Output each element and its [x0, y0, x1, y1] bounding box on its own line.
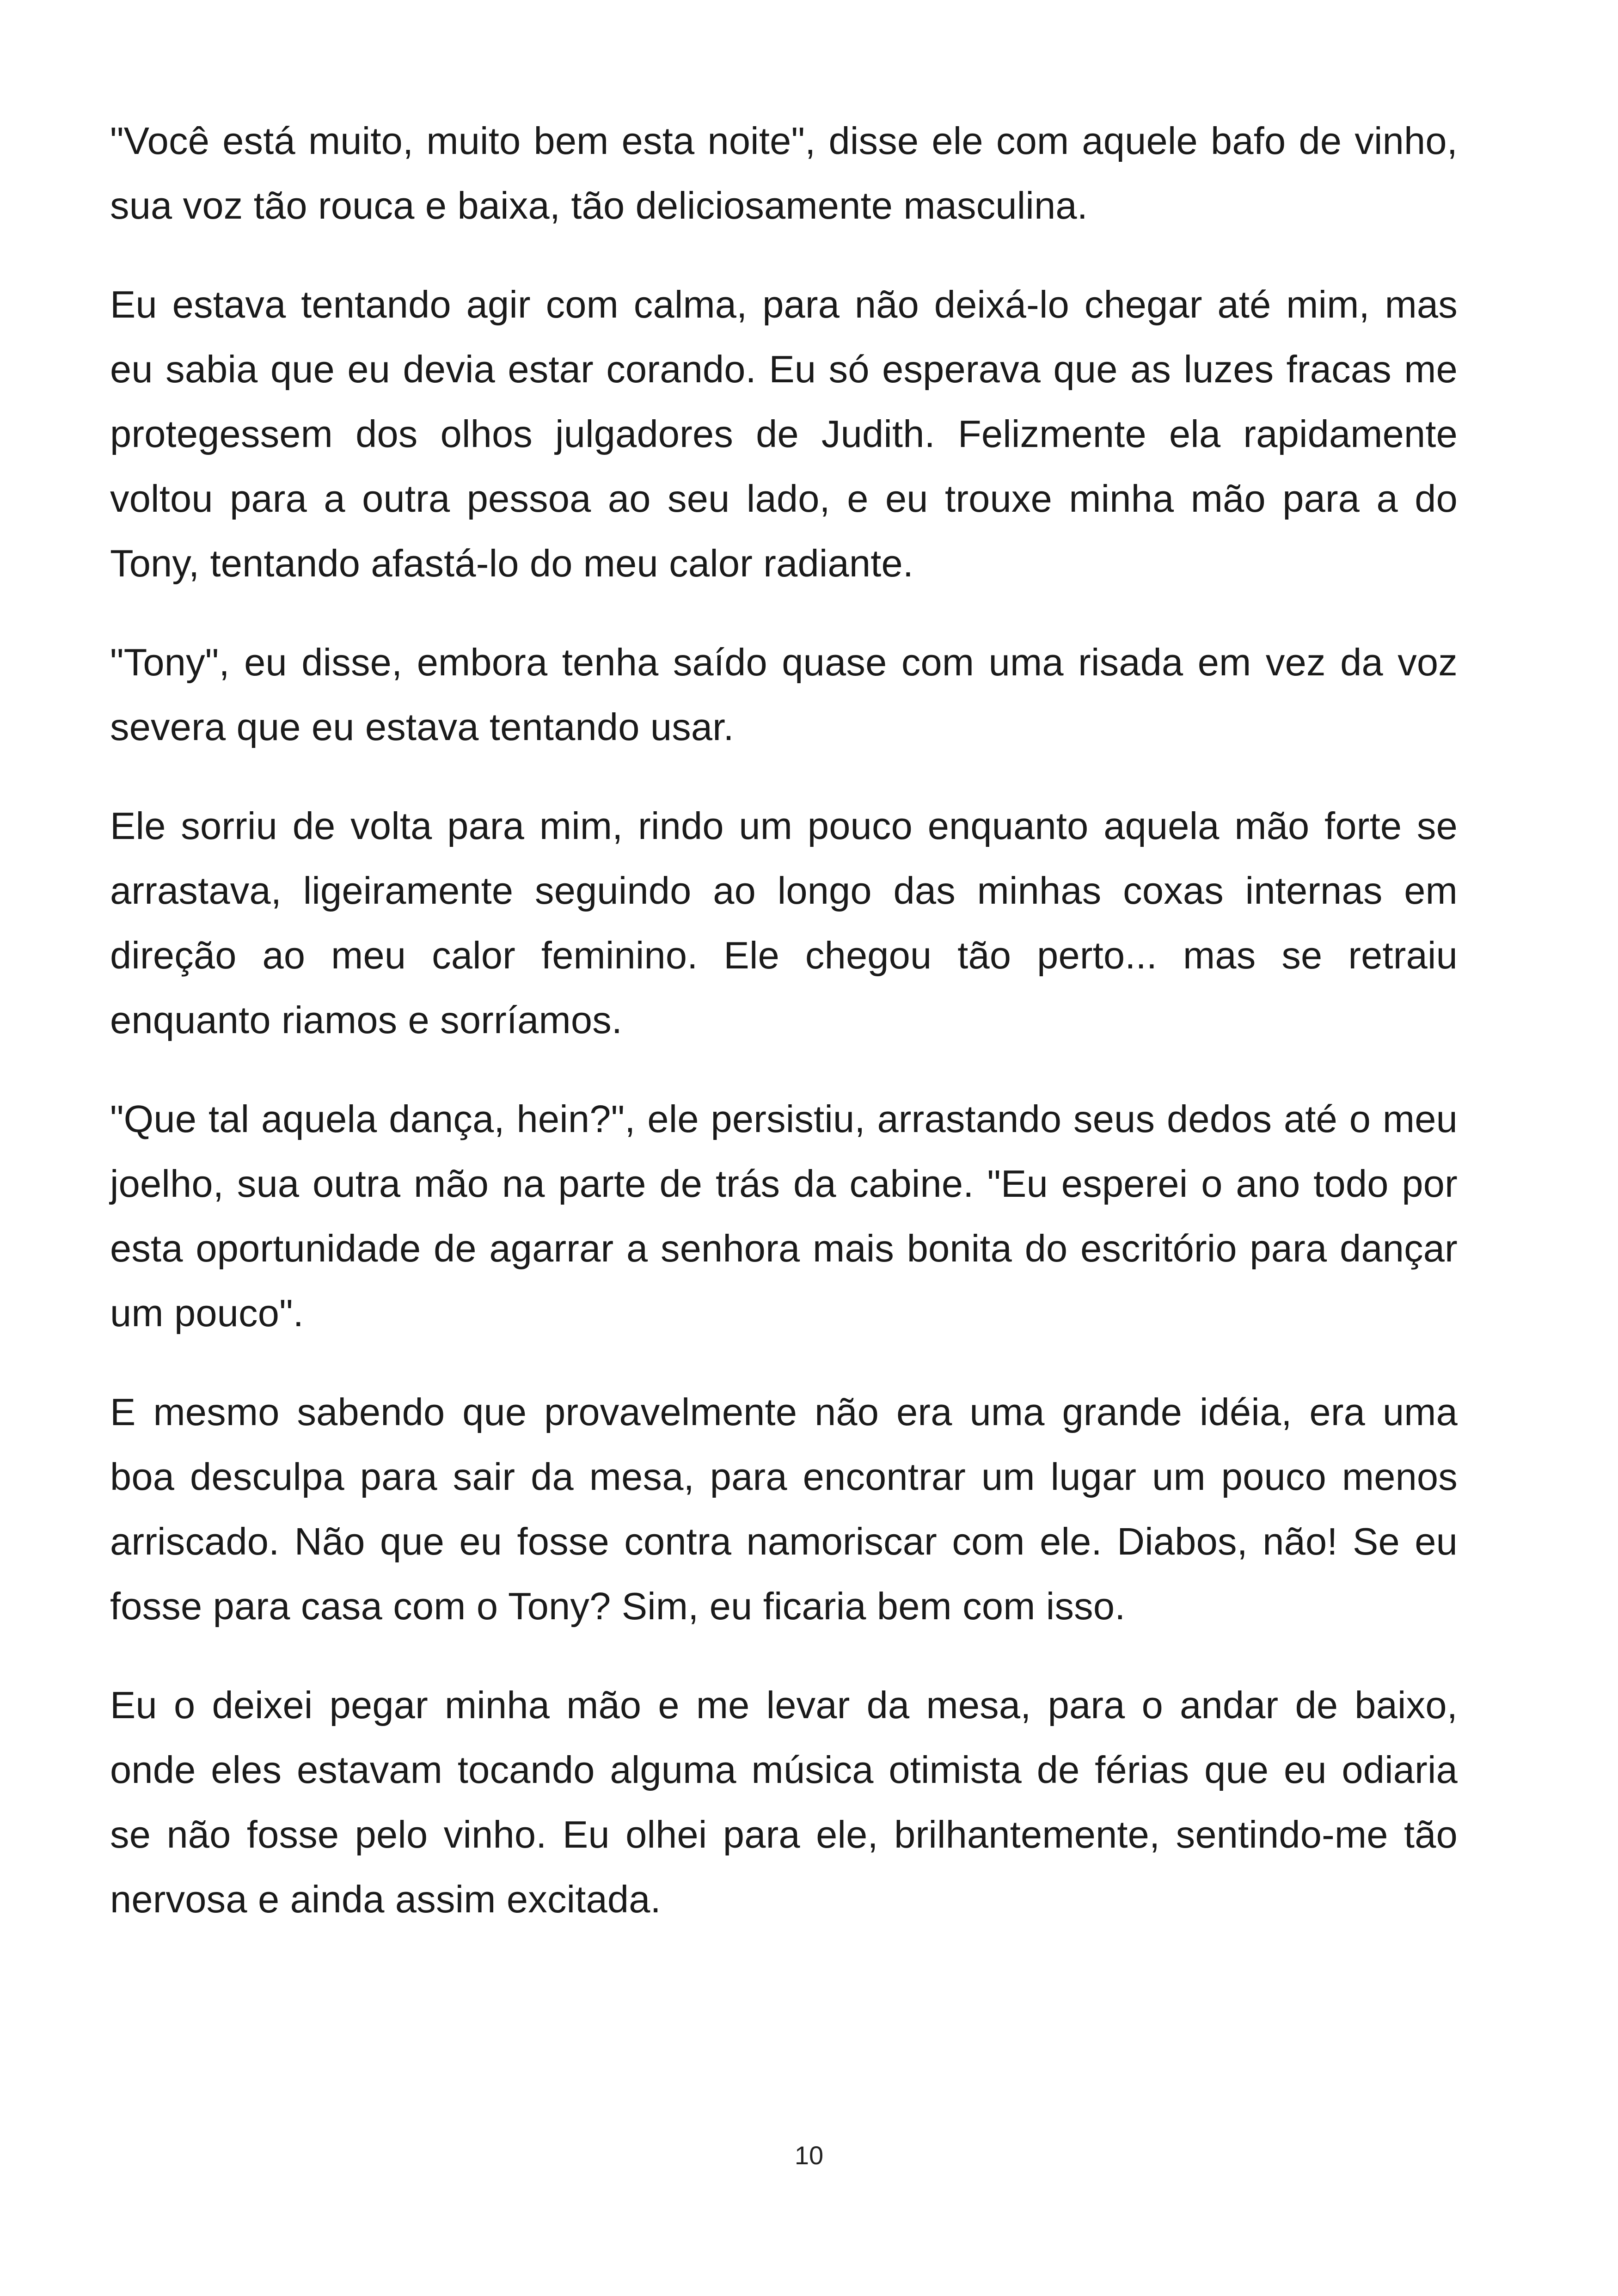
- paragraph-5: "Que tal aquela dança, hein?", ele persistiu, arrastando seus dedos até o meu joelho, sua outra mão na parte de trás da cabine. "Eu esperei o ano todo por esta oportunidade de agarrar a senhora mais bonita do escritório para dançar um pouco".: [110, 1097, 1458, 1335]
- paragraph-2: Eu estava tentando agir com calma, para não deixá-lo chegar até mim, mas eu sabia que eu devia estar corando. Eu só esperava que as luzes fracas me protegessem dos olhos julgadores de Judith. Felizmente ela rapidamente voltou para a outra pessoa ao seu lado, e eu trouxe minha mão para a do Tony, tentando afastá-lo do meu calor radiante.: [110, 283, 1458, 585]
- paragraph-1: "Você está muito, muito bem esta noite", disse ele com aquele bafo de vinho, sua voz tão rouca e baixa, tão deliciosamente masculina.: [110, 119, 1458, 227]
- body-text: [110, 109, 1458, 1966]
- page-number: 10: [794, 2141, 824, 2170]
- paragraph-4: Ele sorriu de volta para mim, rindo um pouco enquanto aquela mão forte se arrastava, ligeiramente seguindo ao longo das minhas coxas internas em direção ao meu calor feminino. Ele chegou tão perto... mas se retraiu enquanto riamos e sorríamos.: [110, 804, 1458, 1041]
- paragraph-7: Eu o deixei pegar minha mão e me levar da mesa, para o andar de baixo, onde eles estavam tocando alguma música otimista de férias que eu odiaria se não fosse pelo vinho. Eu olhei para ele, brilhantemente, sentindo-me tão nervosa e ainda assim excitada.: [110, 1684, 1458, 1921]
- paragraph-3: "Tony", eu disse, embora tenha saído quase com uma risada em vez da voz severa que eu estava tentando usar.: [110, 641, 1458, 748]
- paragraph-6: E mesmo sabendo que provavelmente não era uma grande idéia, era uma boa desculpa para sair da mesa, para encontrar um lugar um pouco menos arriscado. Não que eu fosse contra namoriscar com ele. Diabos, não! Se eu fosse para casa com o Tony? Sim, eu ficaria bem com isso.: [110, 1390, 1458, 1628]
